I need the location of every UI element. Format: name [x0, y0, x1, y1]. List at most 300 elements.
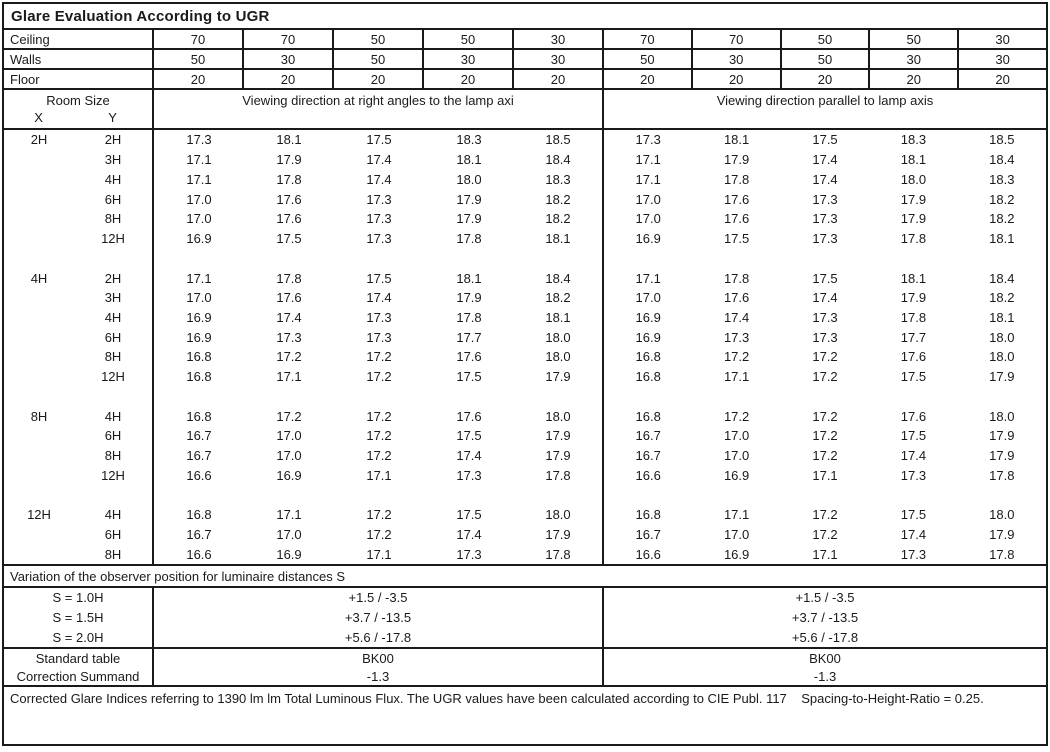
ugr-value-right-angles: 16.6: [186, 467, 212, 483]
surface-value-cell: 70: [604, 30, 693, 48]
ugr-value-parallel: 17.0: [635, 211, 661, 227]
room-size-xy-labels: [4, 110, 152, 125]
room-y-label: 4H: [74, 169, 154, 189]
ugr-data-row: [4, 347, 1046, 367]
ugr-value-right-angles: 17.5: [456, 428, 482, 444]
surface-value-cell: 30: [514, 50, 604, 68]
ugr-value-parallel: 17.4: [812, 152, 838, 168]
s-distance-label: S = 1.0H: [4, 588, 154, 608]
ugr-value-parallel: 17.6: [723, 211, 750, 227]
ugr-value-parallel: 17.9: [989, 428, 1015, 444]
column-header-row: [4, 90, 1046, 130]
surface-value-cell: 30: [514, 30, 604, 48]
ugr-value-parallel: 17.3: [812, 231, 838, 247]
surface-value-cell: 20: [154, 70, 244, 88]
surface-value-cell: 20: [995, 71, 1010, 87]
ugr-value-right-angles: 18.2: [514, 189, 604, 209]
s-variation-parallel: +1.5 / -3.5: [795, 590, 855, 606]
ugr-value-right-angles: 18.2: [514, 288, 604, 308]
ugr-value-parallel: 17.7: [900, 329, 927, 345]
ugr-value-parallel: 17.6: [723, 290, 750, 306]
surface-value-cell: 30: [244, 50, 334, 68]
ugr-value-right-angles: 18.0: [514, 347, 604, 367]
ugr-value-right-angles: 17.4: [366, 171, 392, 187]
ugr-value-parallel: 17.6: [900, 408, 927, 424]
variation-heading: Variation of the observer position for luminaire distances S: [10, 568, 346, 584]
ugr-data-row: [4, 169, 1046, 189]
standard-table-label: Standard table: [4, 649, 154, 667]
ugr-value-parallel: 16.7: [635, 448, 661, 464]
ugr-value-parallel: [958, 248, 1046, 268]
ugr-value-parallel: 17.2: [812, 369, 838, 385]
ugr-data-row: [4, 544, 1046, 564]
ugr-value-parallel: 16.7: [635, 527, 661, 543]
surface-value-cell: 20: [514, 70, 604, 88]
ugr-value-parallel: 17.8: [989, 467, 1015, 483]
ugr-value-parallel: 17.8: [989, 546, 1015, 562]
ugr-value-parallel: [869, 485, 957, 505]
room-x-label: 12H: [27, 507, 51, 523]
ugr-value-parallel: 17.2: [812, 448, 838, 464]
ugr-value-parallel: 17.2: [812, 527, 838, 543]
ugr-value-right-angles: 17.6: [456, 408, 482, 424]
s-variation-right-angles: +3.7 / -13.5: [154, 608, 604, 628]
variation-heading-row: [4, 566, 1046, 588]
room-x-label: [4, 465, 74, 485]
ugr-value-parallel: 17.8: [723, 270, 750, 286]
ugr-value-right-angles: 17.9: [514, 426, 604, 446]
surface-value-cell: 20: [782, 70, 871, 88]
room-x-label: [4, 347, 74, 367]
ugr-value-parallel: 17.3: [812, 309, 838, 325]
correction-summand-row: [4, 667, 1046, 685]
ugr-value-parallel: 17.3: [812, 329, 838, 345]
ceiling-row: [4, 30, 1046, 50]
room-x-label: [4, 229, 74, 249]
ugr-value-parallel: 17.1: [812, 467, 838, 483]
ugr-value-parallel: 17.9: [900, 191, 927, 207]
ugr-value-right-angles: [334, 485, 424, 505]
surface-value-cell: 50: [870, 30, 959, 48]
ugr-value-right-angles: 17.0: [276, 448, 302, 464]
room-x-label: [4, 485, 74, 505]
ugr-value-right-angles: 16.6: [186, 546, 212, 562]
ugr-value-right-angles: 18.0: [514, 327, 604, 347]
ugr-value-right-angles: 17.9: [276, 152, 302, 168]
ugr-value-right-angles: 17.1: [276, 369, 302, 385]
ugr-data-row: [4, 426, 1046, 446]
ugr-value-right-angles: [514, 485, 604, 505]
ugr-value-right-angles: 16.9: [276, 467, 302, 483]
surface-value-cell: 20: [334, 70, 424, 88]
ugr-value-parallel: 17.3: [635, 132, 661, 148]
ugr-value-right-angles: 18.4: [514, 150, 604, 170]
room-x-label: [4, 169, 74, 189]
parallel-heading: Viewing direction parallel to lamp axis: [716, 93, 934, 108]
surface-value-cell: 30: [995, 31, 1010, 47]
ugr-value-right-angles: 16.7: [186, 527, 212, 543]
ugr-value-right-angles: 17.8: [514, 544, 604, 564]
ugr-value-right-angles: 17.8: [514, 465, 604, 485]
ugr-value-parallel: 17.9: [723, 152, 750, 168]
ugr-value-right-angles: 18.4: [514, 268, 604, 288]
right-angles-heading: Viewing direction at right angles to the lamp axi: [154, 90, 604, 128]
surface-value-cell: 20: [424, 70, 514, 88]
ugr-data-row: [4, 505, 1046, 525]
floor-label: Floor: [4, 70, 154, 88]
ugr-value-parallel: [604, 485, 692, 505]
ugr-value-right-angles: [244, 248, 334, 268]
observer-variation-block: [4, 588, 1046, 649]
ugr-value-parallel: 16.7: [635, 428, 661, 444]
ugr-value-parallel: [869, 387, 957, 407]
ugr-value-right-angles: 18.5: [514, 130, 604, 150]
ugr-value-parallel: 18.1: [900, 152, 927, 168]
ugr-value-right-angles: 17.9: [456, 191, 482, 207]
ugr-value-parallel: 17.2: [812, 349, 838, 365]
ugr-value-right-angles: 18.2: [514, 209, 604, 229]
ugr-spacer-row: [4, 485, 1046, 505]
ugr-value-right-angles: [334, 387, 424, 407]
ugr-value-right-angles: 17.0: [186, 211, 212, 227]
ugr-value-parallel: 18.0: [989, 329, 1015, 345]
room-x-label: [4, 288, 74, 308]
ugr-value-right-angles: 17.2: [366, 349, 392, 365]
ugr-value-right-angles: 17.8: [276, 171, 302, 187]
ugr-value-right-angles: [154, 248, 244, 268]
ugr-value-right-angles: 16.7: [186, 448, 212, 464]
room-size-label: Room Size: [46, 93, 110, 108]
ugr-value-right-angles: 17.7: [456, 329, 482, 345]
ugr-data-row: [4, 525, 1046, 545]
ugr-value-parallel: 17.0: [723, 527, 750, 543]
ugr-value-parallel: 17.2: [812, 507, 838, 523]
page-title: Glare Evaluation According to UGR: [11, 7, 270, 25]
summary-block: [4, 649, 1046, 687]
surface-value-cell: 30: [870, 50, 959, 68]
ugr-data-grid: [4, 130, 1046, 566]
footer-note: Corrected Glare Indices referring to 1390 lm lm Total Luminous Flux. The UGR values have been calculated according to CIE Publ. 117 Spacing-to-Height-Ratio = 0.25.: [10, 691, 984, 706]
room-y-label: 8H: [74, 544, 154, 564]
surface-value-cell: 30: [424, 50, 514, 68]
ugr-value-parallel: 16.8: [635, 349, 661, 365]
ugr-value-parallel: 16.6: [635, 467, 661, 483]
room-y-label: 2H: [74, 130, 154, 150]
standard-table-row: [4, 649, 1046, 667]
surface-value-cell: 20: [693, 70, 782, 88]
room-x-label: [4, 367, 74, 387]
room-y-label: 4H: [74, 505, 154, 525]
ugr-value-parallel: 17.2: [812, 428, 838, 444]
ugr-value-right-angles: 17.3: [186, 132, 212, 148]
ugr-value-right-angles: 17.4: [276, 309, 302, 325]
ugr-value-right-angles: 17.3: [456, 546, 482, 562]
ugr-value-right-angles: 17.4: [366, 152, 392, 168]
ugr-value-parallel: 17.0: [635, 191, 661, 207]
ugr-value-parallel: 17.8: [900, 231, 927, 247]
ugr-value-right-angles: 17.8: [456, 309, 482, 325]
ugr-data-row: [4, 130, 1046, 150]
ugr-value-right-angles: 18.1: [456, 152, 482, 168]
ugr-value-parallel: 17.5: [723, 231, 750, 247]
ugr-value-right-angles: 17.8: [276, 270, 302, 286]
ugr-value-right-angles: 17.1: [186, 270, 212, 286]
ugr-value-right-angles: 18.3: [514, 169, 604, 189]
surface-value-cell: 70: [244, 30, 334, 48]
ugr-value-right-angles: 17.2: [366, 527, 392, 543]
ugr-value-parallel: 16.9: [723, 546, 750, 562]
ugr-value-right-angles: 17.2: [366, 428, 392, 444]
ugr-value-right-angles: 17.5: [366, 270, 392, 286]
ugr-value-right-angles: 17.2: [276, 349, 302, 365]
ugr-value-right-angles: 17.2: [366, 369, 392, 385]
ugr-value-right-angles: 16.8: [186, 507, 212, 523]
ugr-value-parallel: 17.5: [900, 369, 927, 385]
room-x-label: 2H: [30, 132, 48, 148]
ugr-value-right-angles: 16.9: [186, 231, 212, 247]
ugr-value-parallel: 17.4: [900, 448, 927, 464]
walls-label: Walls: [4, 50, 154, 68]
ugr-data-row: [4, 406, 1046, 426]
room-y-label: 6H: [74, 525, 154, 545]
ugr-data-row: [4, 209, 1046, 229]
ugr-value-right-angles: 17.4: [366, 290, 392, 306]
room-x-label: [4, 248, 74, 268]
ugr-value-right-angles: 17.0: [186, 191, 212, 207]
ugr-value-right-angles: 17.4: [456, 448, 482, 464]
ugr-value-parallel: 18.4: [989, 152, 1015, 168]
room-y-label: 6H: [74, 426, 154, 446]
room-y-label: 3H: [74, 288, 154, 308]
floor-row: [4, 70, 1046, 90]
ugr-value-parallel: 18.1: [989, 309, 1015, 325]
room-x-label: [4, 327, 74, 347]
ugr-value-parallel: 17.2: [723, 349, 750, 365]
surface-value-cell: 30: [995, 51, 1010, 67]
ugr-value-parallel: 17.1: [723, 369, 750, 385]
room-y-label: 12H: [74, 465, 154, 485]
ugr-value-right-angles: [154, 485, 244, 505]
surface-value-cell: 50: [424, 30, 514, 48]
ugr-value-parallel: 17.0: [723, 428, 750, 444]
ugr-data-row: [4, 446, 1046, 466]
ugr-value-parallel: [604, 248, 692, 268]
ugr-value-parallel: 18.1: [900, 270, 927, 286]
ugr-value-parallel: 16.9: [723, 467, 750, 483]
ugr-value-right-angles: 17.0: [186, 290, 212, 306]
room-x-label: [4, 525, 74, 545]
ugr-value-parallel: [692, 485, 780, 505]
ugr-value-parallel: 16.9: [635, 309, 661, 325]
ugr-value-right-angles: 17.9: [456, 211, 482, 227]
room-x-label: [4, 446, 74, 466]
room-y-label: [74, 248, 154, 268]
ugr-value-right-angles: 17.6: [276, 211, 302, 227]
ugr-value-right-angles: 17.8: [456, 231, 482, 247]
room-x-label: [4, 426, 74, 446]
s-variation-right-angles: +5.6 / -17.8: [154, 627, 604, 647]
ugr-value-right-angles: 17.2: [276, 408, 302, 424]
ugr-value-right-angles: 17.1: [366, 467, 392, 483]
surface-value-cell: 50: [782, 50, 871, 68]
ugr-value-right-angles: [154, 387, 244, 407]
correction-summand-value-right: -1.3: [813, 668, 837, 684]
ugr-value-parallel: 17.3: [812, 191, 838, 207]
ugr-value-right-angles: [244, 387, 334, 407]
ugr-data-row: [4, 268, 1046, 288]
ugr-value-parallel: [958, 485, 1046, 505]
surface-value-cell: 20: [870, 70, 959, 88]
ugr-value-right-angles: 16.8: [186, 369, 212, 385]
ugr-value-parallel: 18.0: [900, 171, 927, 187]
room-x-label: [4, 544, 74, 564]
ugr-value-parallel: [692, 248, 780, 268]
s-distance-label: S = 2.0H: [4, 627, 154, 647]
ugr-value-right-angles: 17.1: [186, 171, 212, 187]
standard-table-value-left: BK00: [154, 649, 604, 667]
ugr-value-right-angles: 17.0: [276, 527, 302, 543]
ugr-value-right-angles: 17.5: [456, 507, 482, 523]
ugr-value-right-angles: 17.3: [366, 309, 392, 325]
ugr-value-right-angles: 17.1: [276, 507, 302, 523]
ugr-value-parallel: 17.1: [723, 507, 750, 523]
room-x-label: [4, 308, 74, 328]
ugr-value-parallel: 16.8: [635, 408, 661, 424]
ugr-value-parallel: 17.9: [989, 527, 1015, 543]
ugr-value-parallel: 17.2: [723, 408, 750, 424]
ugr-value-right-angles: 17.5: [456, 369, 482, 385]
ugr-value-parallel: 17.5: [812, 270, 838, 286]
ugr-value-right-angles: 16.9: [186, 329, 212, 345]
ugr-value-right-angles: 17.9: [514, 446, 604, 466]
ugr-value-parallel: 17.8: [723, 171, 750, 187]
ugr-value-right-angles: 17.9: [456, 290, 482, 306]
ugr-value-right-angles: 17.2: [366, 507, 392, 523]
ugr-value-parallel: 17.9: [900, 290, 927, 306]
ugr-value-parallel: 17.4: [812, 290, 838, 306]
ugr-value-parallel: 18.2: [989, 211, 1015, 227]
s-variation-parallel: +3.7 / -13.5: [791, 610, 859, 625]
ugr-value-right-angles: 17.2: [366, 448, 392, 464]
room-y-label: 6H: [74, 327, 154, 347]
ugr-value-right-angles: 16.8: [186, 408, 212, 424]
surface-value-cell: 50: [604, 50, 693, 68]
room-y-label: 8H: [74, 347, 154, 367]
ugr-value-right-angles: 17.3: [366, 329, 392, 345]
ugr-value-parallel: [781, 248, 869, 268]
ugr-value-parallel: 17.0: [723, 448, 750, 464]
room-x-label: [4, 189, 74, 209]
ugr-data-row: [4, 150, 1046, 170]
room-x-label: [4, 387, 74, 407]
x-axis-label: X: [34, 110, 43, 125]
ugr-data-row: [4, 229, 1046, 249]
ugr-value-parallel: 16.8: [635, 507, 661, 523]
ugr-value-parallel: 17.9: [989, 369, 1015, 385]
ugr-value-right-angles: 17.1: [366, 546, 392, 562]
room-y-label: 2H: [74, 268, 154, 288]
ugr-value-right-angles: 17.9: [514, 525, 604, 545]
ugr-value-right-angles: 17.9: [514, 367, 604, 387]
ugr-table-document: [2, 2, 1048, 746]
ugr-value-parallel: 17.1: [812, 546, 838, 562]
walls-row: [4, 50, 1046, 70]
ugr-value-parallel: 18.1: [989, 231, 1015, 247]
ugr-value-parallel: 18.0: [989, 507, 1015, 523]
ugr-value-parallel: [781, 485, 869, 505]
ugr-value-right-angles: [424, 485, 514, 505]
ugr-value-right-angles: 17.3: [456, 467, 482, 483]
ugr-value-right-angles: 17.6: [456, 349, 482, 365]
room-x-label: 8H: [30, 408, 48, 424]
ugr-value-right-angles: [424, 387, 514, 407]
room-y-label: 12H: [74, 367, 154, 387]
ugr-value-parallel: 17.1: [635, 171, 661, 187]
ugr-value-right-angles: 17.6: [276, 191, 302, 207]
room-y-label: 8H: [74, 209, 154, 229]
ugr-value-right-angles: 18.0: [456, 171, 482, 187]
ugr-data-row: [4, 189, 1046, 209]
ugr-value-parallel: 18.5: [989, 132, 1015, 148]
ugr-value-parallel: 17.4: [812, 171, 838, 187]
surface-value-cell: 50: [782, 30, 871, 48]
ugr-value-parallel: 17.9: [989, 448, 1015, 464]
room-y-label: [74, 485, 154, 505]
room-y-label: 12H: [74, 229, 154, 249]
ugr-value-parallel: 16.9: [635, 329, 661, 345]
room-x-label: [4, 209, 74, 229]
room-y-label: 8H: [74, 446, 154, 466]
ugr-value-right-angles: 16.8: [186, 349, 212, 365]
s-distance-label: S = 1.5H: [4, 608, 154, 628]
ugr-value-right-angles: 17.5: [276, 231, 302, 247]
ugr-value-right-angles: 18.0: [514, 505, 604, 525]
ugr-value-right-angles: [514, 248, 604, 268]
surface-value-cell: 50: [154, 50, 244, 68]
ugr-value-parallel: 18.0: [989, 408, 1015, 424]
surface-value-cell: 50: [334, 30, 424, 48]
ugr-value-parallel: 17.6: [723, 191, 750, 207]
ugr-value-right-angles: 17.1: [186, 152, 212, 168]
ugr-value-parallel: 16.9: [635, 231, 661, 247]
s-variation-right-angles: +1.5 / -3.5: [154, 588, 604, 608]
s-row: [4, 588, 1046, 608]
ugr-value-right-angles: 18.1: [456, 270, 482, 286]
ugr-value-right-angles: 17.0: [276, 428, 302, 444]
ugr-value-parallel: 18.3: [989, 171, 1015, 187]
room-y-label: [74, 387, 154, 407]
ugr-spacer-row: [4, 248, 1046, 268]
ugr-value-right-angles: 18.0: [514, 406, 604, 426]
ugr-value-right-angles: 17.5: [366, 132, 392, 148]
ugr-value-parallel: 18.2: [989, 191, 1015, 207]
ugr-value-parallel: [604, 387, 692, 407]
ugr-value-right-angles: 16.9: [186, 309, 212, 325]
ugr-value-parallel: 17.0: [635, 290, 661, 306]
ugr-value-parallel: 17.3: [900, 467, 927, 483]
ugr-data-row: [4, 327, 1046, 347]
ugr-value-parallel: 17.4: [723, 309, 750, 325]
ugr-value-right-angles: [334, 248, 424, 268]
ugr-data-row: [4, 465, 1046, 485]
standard-table-value-right: BK00: [809, 650, 841, 666]
surface-value-cell: 70: [693, 30, 782, 48]
ugr-value-parallel: 18.2: [989, 290, 1015, 306]
surface-value-cell: 50: [334, 50, 424, 68]
ugr-value-parallel: 17.1: [635, 270, 661, 286]
surface-value-cell: 20: [244, 70, 334, 88]
s-row: [4, 627, 1046, 647]
